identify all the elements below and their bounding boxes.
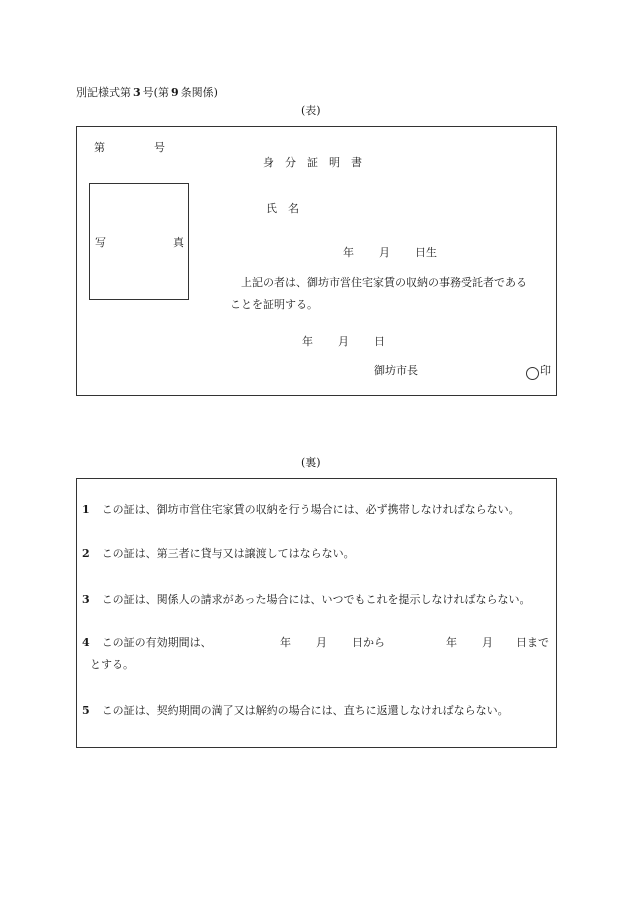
validity-end-month: 月 <box>482 636 493 649</box>
seal-label: 印 <box>540 364 551 377</box>
validity-end-day: 日まで <box>516 636 549 649</box>
statement-line-2: ことを証明する。 <box>230 298 318 311</box>
name-label: 氏 名 <box>266 202 299 215</box>
issue-year-label: 年 <box>302 335 313 348</box>
back-side-label: (裏) <box>301 456 321 469</box>
list-item: 2 この証は、第三者に貸与又は譲渡してはならない。 <box>82 547 355 560</box>
issue-month-label: 月 <box>338 335 349 348</box>
number-label-go: 号 <box>154 141 165 154</box>
list-item: 5 この証は、契約期間の満了又は解約の場合には、直ちに返還しなければならない。 <box>82 704 509 717</box>
form-reference: 別記様式第 3 号(第 9 条関係) <box>76 86 218 99</box>
seal-circle <box>526 367 539 380</box>
birth-year-label: 年 <box>343 246 354 259</box>
issue-day-label: 日 <box>374 335 385 348</box>
validity-start-year: 年 <box>280 636 291 649</box>
list-item: 1 この証は、御坊市営住宅家賃の収納を行う場合には、必ず携帯しなければならない。 <box>82 503 520 516</box>
list-item: 3 この証は、関係人の請求があった場合には、いつでもこれを提示しなければならない。 <box>82 593 531 606</box>
birth-day-label: 日生 <box>415 246 437 259</box>
validity-start-month: 月 <box>316 636 327 649</box>
issuer-name: 御坊市長 <box>374 364 418 377</box>
list-item: 4 この証の有効期間は、 <box>82 636 212 649</box>
item4-continuation: とする。 <box>90 658 134 671</box>
photo-label-shin: 真 <box>173 236 184 249</box>
statement-line-1: 上記の者は、御坊市営住宅家賃の収納の事務受託者である <box>241 276 527 289</box>
validity-start-day: 日から <box>352 636 385 649</box>
validity-end-year: 年 <box>446 636 457 649</box>
number-label-dai: 第 <box>94 141 105 154</box>
birth-month-label: 月 <box>379 246 390 259</box>
photo-label-sha: 写 <box>95 236 106 249</box>
front-side-label: (表) <box>301 104 321 117</box>
document-title: 身 分 証 明 書 <box>263 156 362 169</box>
